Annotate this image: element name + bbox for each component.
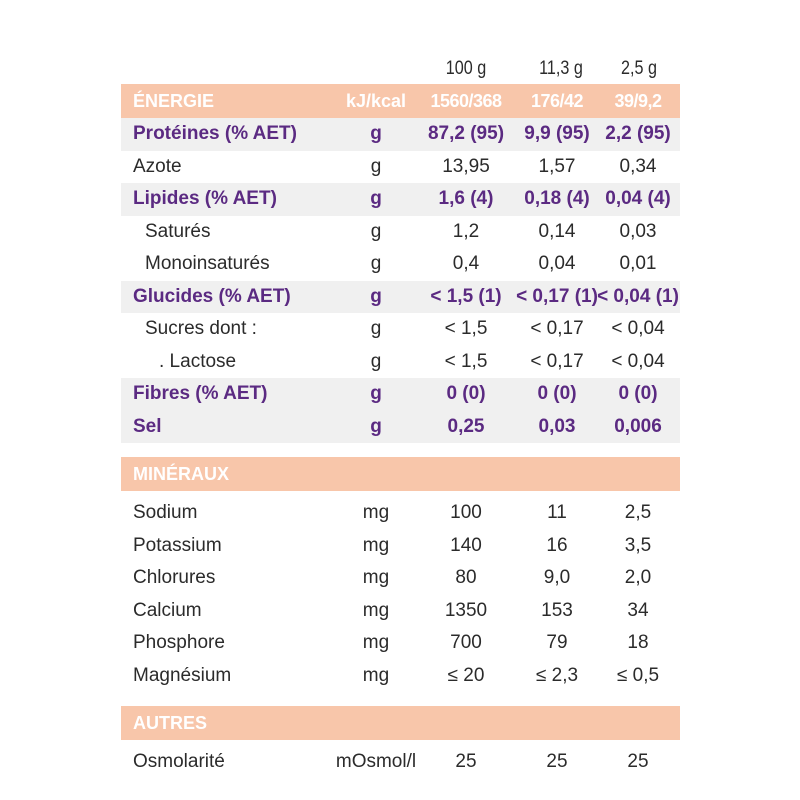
mineral-label: Potassium <box>133 534 222 556</box>
nutrient-unit: g <box>370 350 382 372</box>
nutrient-row-fibres <box>121 378 680 411</box>
column-header-11g: 11,3 g <box>539 58 583 79</box>
mineral-unit: mg <box>362 664 390 686</box>
nutrient-value-2g: 2,2 (95) <box>605 123 671 145</box>
nutrient-unit: g <box>370 318 382 340</box>
mineral-value-100g: 100 <box>450 502 482 524</box>
mineral-value-100g: ≤ 20 <box>447 664 485 686</box>
mineral-label: Chlorures <box>133 567 216 589</box>
section-header-mineraux <box>121 457 680 491</box>
nutrient-value-2g: 0,04 (4) <box>605 188 671 210</box>
nutrient-value-100g: 1,2 <box>452 220 480 242</box>
section-title: AUTRES <box>133 712 208 733</box>
mineral-row-potassium <box>121 530 680 563</box>
nutrient-row-sucres <box>121 313 680 346</box>
nutrient-value-2g: < 0,04 (1) <box>597 285 679 307</box>
nutrient-row-glucides <box>121 281 680 314</box>
mineral-value-100g: 1350 <box>444 599 488 621</box>
nutrition-table <box>121 50 680 779</box>
nutrient-label: Fibres (% AET) <box>133 383 268 405</box>
mineral-row-calcium <box>121 595 680 628</box>
nutrient-unit: g <box>370 188 382 210</box>
energy-value-11g: 176/42 <box>530 90 584 111</box>
mineral-row-chlorures <box>121 562 680 595</box>
energy-label: ÉNERGIE <box>133 90 215 111</box>
mineral-value-2g: 2,0 <box>624 567 652 589</box>
mineral-value-11g: ≤ 2,3 <box>535 664 579 686</box>
mineral-value-2g: ≤ 0,5 <box>616 664 660 686</box>
mineral-unit: mg <box>362 599 390 621</box>
nutrient-value-2g: 0,34 <box>619 155 657 177</box>
other-label: Osmolarité <box>133 751 225 773</box>
nutrient-row-azote <box>121 151 680 184</box>
nutrient-value-100g: 87,2 (95) <box>427 123 505 145</box>
nutrient-row-proteines <box>121 118 680 151</box>
nutrient-value-11g: 9,9 (95) <box>524 123 590 145</box>
mineral-row-sodium <box>121 497 680 530</box>
nutrient-unit: g <box>370 155 382 177</box>
nutrient-unit: g <box>370 123 382 145</box>
energy-unit: kJ/kcal <box>345 90 407 111</box>
other-unit: mOsmol/l <box>335 751 417 773</box>
nutrient-value-2g: 0,006 <box>614 415 662 437</box>
mineral-value-11g: 9,0 <box>543 567 571 589</box>
mineral-value-11g: 153 <box>541 599 573 621</box>
nutrient-label: Sel <box>133 415 162 437</box>
nutrient-value-11g: < 0,17 <box>530 318 584 340</box>
mineral-value-2g: 2,5 <box>624 502 652 524</box>
other-value-100g: 25 <box>455 751 477 773</box>
column-headers <box>121 50 680 84</box>
section-header-autres <box>121 706 680 740</box>
mineral-unit: mg <box>362 567 390 589</box>
nutrient-row-monoinsatures <box>121 248 680 281</box>
nutrient-value-2g: 0,03 <box>619 220 657 242</box>
mineral-unit: mg <box>362 502 390 524</box>
mineral-label: Calcium <box>133 599 202 621</box>
nutrient-label: Azote <box>133 155 182 177</box>
nutrient-value-11g: < 0,17 (1) <box>516 285 598 307</box>
mineral-value-2g: 34 <box>627 599 649 621</box>
mineral-label: Phosphore <box>133 632 225 654</box>
mineral-row-phosphore <box>121 627 680 660</box>
mineral-unit: mg <box>362 534 390 556</box>
nutrient-value-11g: 0,14 <box>538 220 576 242</box>
mineral-value-100g: 80 <box>455 567 477 589</box>
nutrient-value-100g: 0,25 <box>447 415 485 437</box>
mineral-value-2g: 3,5 <box>624 534 652 556</box>
nutrient-label: Glucides (% AET) <box>133 285 291 307</box>
nutrient-value-100g: 0 (0) <box>446 383 486 405</box>
nutrient-row-lactose <box>121 346 680 379</box>
nutrient-value-100g: < 1,5 (1) <box>430 285 502 307</box>
nutrient-unit: g <box>370 253 382 275</box>
nutrient-label: Sucres dont : <box>145 318 257 340</box>
nutrient-label: Lipides (% AET) <box>133 188 277 210</box>
nutrient-row-satures <box>121 216 680 249</box>
other-value-2g: 25 <box>627 751 649 773</box>
nutrient-value-100g: < 1,5 <box>444 350 488 372</box>
mineral-label: Sodium <box>133 502 198 524</box>
nutrient-value-11g: 1,57 <box>538 155 576 177</box>
nutrient-unit: g <box>370 285 382 307</box>
mineral-value-11g: 11 <box>547 502 567 524</box>
nutrient-value-2g: 0 (0) <box>618 383 658 405</box>
nutrient-value-11g: 0 (0) <box>537 383 577 405</box>
nutrient-label: Saturés <box>145 220 211 242</box>
nutrient-row-sel <box>121 411 680 444</box>
nutrient-label: . Lactose <box>159 350 237 372</box>
nutrient-value-100g: < 1,5 <box>444 318 488 340</box>
energy-value-100g: 1560/368 <box>430 90 502 111</box>
mineral-value-11g: 79 <box>546 632 568 654</box>
mineral-value-100g: 140 <box>450 534 482 556</box>
nutrient-value-100g: 13,95 <box>442 155 490 177</box>
nutrient-value-11g: 0,18 (4) <box>524 188 590 210</box>
nutrient-unit: g <box>370 220 382 242</box>
column-header-2g: 2,5 g <box>621 58 657 79</box>
nutrient-value-100g: 0,4 <box>452 253 480 275</box>
mineral-label: Magnésium <box>133 664 232 686</box>
nutrient-value-2g: 0,01 <box>619 253 657 275</box>
section-title: MINÉRAUX <box>133 463 230 484</box>
nutrient-unit: g <box>370 415 382 437</box>
column-header-100g: 100 g <box>445 58 487 79</box>
mineral-value-2g: 18 <box>627 632 649 654</box>
nutrient-label: Monoinsaturés <box>145 253 270 275</box>
mineral-value-100g: 700 <box>450 632 482 654</box>
nutrient-value-11g: 0,03 <box>538 415 576 437</box>
nutrient-value-100g: 1,6 (4) <box>438 188 494 210</box>
mineral-unit: mg <box>362 632 390 654</box>
other-value-11g: 25 <box>546 751 568 773</box>
mineral-row-magnesium <box>121 660 680 693</box>
nutrient-value-11g: 0,04 <box>538 253 576 275</box>
nutrient-row-lipides <box>121 183 680 216</box>
nutrient-label: Protéines (% AET) <box>133 123 297 145</box>
energy-value-2g: 39/9,2 <box>614 90 662 111</box>
energy-row <box>121 84 680 118</box>
nutrient-value-2g: < 0,04 <box>611 350 665 372</box>
other-row-osmolarite <box>121 746 680 779</box>
nutrient-value-11g: < 0,17 <box>530 350 584 372</box>
nutrient-unit: g <box>370 383 382 405</box>
nutrient-value-2g: < 0,04 <box>611 318 665 340</box>
mineral-value-11g: 16 <box>546 534 568 556</box>
